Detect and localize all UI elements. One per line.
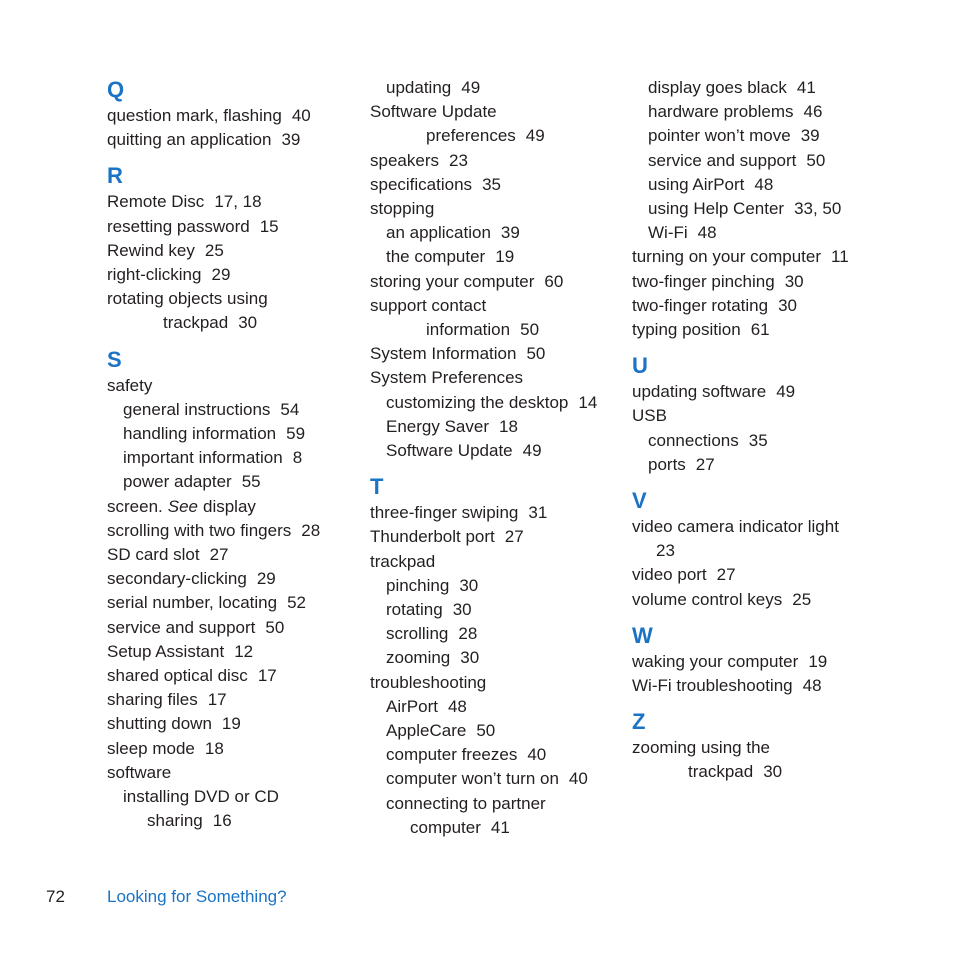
- index-term: Rewind key: [107, 240, 195, 260]
- index-entry: [632, 563, 892, 587]
- index-subentry: [370, 719, 620, 743]
- index-term: question mark, flashing: [107, 106, 282, 125]
- page-reference: 33, 50: [794, 199, 842, 219]
- index-entry-continuation: [107, 311, 357, 335]
- page-reference: 49: [525, 126, 545, 146]
- index-entry: [370, 366, 620, 390]
- index-entry: [107, 128, 357, 152]
- page-reference: 17: [207, 690, 227, 710]
- index-entry: [107, 239, 357, 263]
- page-reference: 30: [238, 313, 258, 333]
- page-reference: 50: [806, 150, 826, 170]
- page-reference: 49: [522, 441, 542, 461]
- page-reference: 48: [697, 223, 717, 243]
- index-subentry: [370, 415, 620, 439]
- index-entry: [370, 100, 620, 124]
- index-term: updating: [386, 78, 452, 97]
- index-subentry: [370, 221, 620, 245]
- section-gap: [107, 152, 357, 162]
- index-term: installing DVD or CD: [123, 787, 279, 807]
- index-term: volume control keys: [632, 589, 783, 609]
- index-entry: [370, 550, 620, 574]
- page-reference: 50: [265, 617, 285, 637]
- index-letter-heading: R: [107, 163, 123, 189]
- page-reference: 18: [204, 738, 224, 758]
- index-entry: [632, 674, 892, 698]
- index-entry: [632, 318, 892, 342]
- index-subentry: [107, 785, 357, 809]
- index-term: using AirPort: [648, 174, 745, 194]
- page-reference: 25: [792, 589, 812, 609]
- index-subentry: [370, 646, 620, 670]
- page-reference: 48: [802, 676, 822, 696]
- page-reference: 35: [482, 174, 501, 194]
- index-term: USB: [632, 406, 667, 426]
- index-term: connecting to partner: [386, 793, 546, 813]
- index-column-2: [370, 76, 620, 840]
- index-term: Setup Assistant: [107, 641, 225, 661]
- index-term: typing position: [632, 320, 741, 340]
- index-entry: [632, 380, 892, 404]
- index-term: information: [426, 320, 511, 340]
- index-term: general instructions: [123, 399, 271, 419]
- index-term: specifications: [370, 174, 473, 194]
- index-subentry: [632, 453, 892, 477]
- page-reference: 48: [754, 174, 774, 194]
- index-subentry: [370, 767, 620, 791]
- page-reference: 16: [212, 811, 232, 831]
- page-reference: 48: [447, 696, 467, 716]
- page-reference: 49: [461, 78, 481, 97]
- page-reference: 29: [211, 265, 231, 285]
- page-reference: 30: [763, 762, 783, 782]
- index-term: AppleCare: [386, 721, 467, 741]
- index-entry: [370, 197, 620, 221]
- index-entry: [370, 149, 620, 173]
- index-term: shared optical disc: [107, 666, 248, 686]
- index-subentry: [632, 197, 892, 221]
- index-term: scrolling: [386, 624, 449, 644]
- page-reference: 61: [750, 320, 770, 340]
- index-letter-heading: V: [632, 488, 647, 514]
- index-subentry: [370, 391, 620, 415]
- page-reference: 40: [527, 745, 547, 765]
- index-term: computer freezes: [386, 745, 518, 765]
- index-term: support contact: [370, 295, 487, 315]
- page-reference: 23: [448, 150, 468, 170]
- index-entry: [107, 737, 357, 761]
- index-term: SD card slot: [107, 545, 200, 565]
- index-entry-continuation: [370, 124, 620, 148]
- index-term: Thunderbolt port: [370, 527, 495, 547]
- index-entry: [632, 650, 892, 674]
- index-entry: [632, 294, 892, 318]
- page-reference: 19: [221, 714, 241, 734]
- page-reference: 41: [796, 78, 816, 97]
- index-letter-heading: Z: [632, 709, 646, 735]
- index-term: sharing: [147, 811, 203, 831]
- index-entry: [370, 294, 620, 318]
- index-term: Software Update: [370, 102, 497, 122]
- page-reference: 30: [452, 600, 472, 620]
- index-term: sharing files: [107, 690, 198, 710]
- index-entry: [632, 736, 892, 760]
- index-letter-heading: U: [632, 353, 648, 379]
- index-term: handling information: [123, 424, 277, 444]
- index-subentry: [370, 695, 620, 719]
- index-term: service and support: [107, 617, 256, 637]
- index-term: Remote Disc: [107, 192, 205, 212]
- index-entry: [107, 215, 357, 239]
- index-entry-continuation: [632, 760, 892, 784]
- index-entry: [370, 501, 620, 525]
- index-subentry: [370, 245, 620, 269]
- index-entry-continuation: [632, 539, 892, 563]
- index-subentry: [632, 100, 892, 124]
- page-reference: 25: [204, 240, 224, 260]
- index-column-3: [632, 76, 892, 785]
- index-subentry: [370, 439, 620, 463]
- page-reference: 30: [784, 271, 804, 291]
- index-entry: [370, 671, 620, 695]
- index-term: hardware problems: [648, 102, 794, 122]
- index-entry: [107, 374, 357, 398]
- page-reference: 8: [292, 448, 303, 468]
- page-number: 72: [46, 887, 65, 906]
- index-entry-continuation: [107, 809, 357, 833]
- index-entry: [370, 525, 620, 549]
- page-reference: 18: [499, 416, 518, 436]
- index-subentry: [632, 173, 892, 197]
- page-reference: 19: [495, 247, 515, 267]
- index-entry: [107, 519, 357, 543]
- index-entry: [632, 404, 892, 428]
- index-term: two-finger pinching: [632, 271, 775, 291]
- index-subentry: [632, 429, 892, 453]
- index-subentry: [632, 149, 892, 173]
- page-reference: 49: [776, 382, 796, 402]
- page-reference: 39: [281, 130, 301, 150]
- index-term: two-finger rotating: [632, 295, 769, 315]
- page-reference: 17, 18: [214, 192, 262, 212]
- index-term: Software Update: [386, 441, 513, 461]
- index-term: power adapter: [123, 472, 232, 492]
- index-entry: [632, 270, 892, 294]
- page-reference: 39: [500, 223, 520, 243]
- page-reference: 41: [490, 817, 510, 837]
- index-entry-continuation: [370, 318, 620, 342]
- page-reference: 17: [257, 666, 277, 686]
- index-term: Wi-Fi troubleshooting: [632, 676, 793, 696]
- index-term: zooming using the: [632, 738, 770, 758]
- page-reference: 50: [526, 344, 546, 364]
- section-gap: [632, 342, 892, 352]
- index-entry: [107, 495, 357, 519]
- index-term: trackpad: [370, 551, 436, 571]
- page-reference: 30: [778, 295, 797, 315]
- index-entry: [107, 567, 357, 591]
- index-term: pointer won’t move: [648, 126, 791, 146]
- page-reference: 23: [656, 541, 675, 561]
- page-reference: 39: [800, 126, 820, 146]
- index-subentry: [370, 76, 620, 100]
- index-term: using Help Center: [648, 199, 785, 219]
- index-entry: [107, 543, 357, 567]
- index-term: safety: [107, 375, 153, 395]
- index-term: secondary-clicking: [107, 569, 247, 589]
- page-reference: 30: [459, 575, 479, 595]
- index-entry: [107, 712, 357, 736]
- index-entry: [107, 640, 357, 664]
- index-letter-heading: S: [107, 346, 122, 372]
- index-subentry: [107, 398, 357, 422]
- page-reference: 27: [504, 527, 524, 547]
- index-entry: [107, 688, 357, 712]
- index-subentry: [370, 792, 620, 816]
- index-subentry: [370, 574, 620, 598]
- page-reference: 15: [259, 216, 279, 236]
- index-term: trackpad: [163, 313, 229, 333]
- page-reference: 50: [520, 320, 540, 340]
- index-term: pinching: [386, 575, 450, 595]
- index-subentry: [107, 422, 357, 446]
- index-entry: [107, 263, 357, 287]
- index-term: video camera indicator light: [632, 517, 839, 537]
- index-subentry: [370, 598, 620, 622]
- index-entry: [107, 664, 357, 688]
- index-term: shutting down: [107, 714, 212, 734]
- page-reference: 40: [568, 769, 588, 789]
- index-term: sleep mode: [107, 738, 195, 758]
- index-term: rotating: [386, 600, 443, 620]
- section-gap: [632, 477, 892, 487]
- section-gap: [632, 698, 892, 708]
- index-term: connections: [648, 430, 739, 450]
- page-reference: 12: [234, 641, 254, 661]
- index-term: resetting password: [107, 216, 250, 236]
- page-reference: 50: [476, 721, 496, 741]
- page-reference: 55: [241, 472, 261, 492]
- page-reference: 54: [280, 399, 300, 419]
- running-footer-title: Looking for Something?: [107, 887, 287, 906]
- index-letter-heading: Q: [107, 77, 125, 102]
- index-term: important information: [123, 448, 283, 468]
- index-subentry: [370, 622, 620, 646]
- index-term: ports: [648, 454, 686, 474]
- index-subentry: [632, 221, 892, 245]
- section-gap: [632, 612, 892, 622]
- index-term: right-clicking: [107, 265, 202, 285]
- index-entry: [107, 190, 357, 214]
- index-entry-continuation: [370, 816, 620, 840]
- index-term: video port: [632, 565, 707, 585]
- page-reference: 31: [528, 503, 548, 523]
- index-subentry: [107, 446, 357, 470]
- index-entry: [107, 287, 357, 311]
- index-term: scrolling with two fingers: [107, 520, 292, 540]
- index-term: Wi-Fi: [648, 223, 688, 243]
- index-term: AirPort: [386, 696, 438, 716]
- index-term: waking your computer: [632, 651, 799, 671]
- index-entry: [632, 245, 892, 269]
- index-term: the computer: [386, 247, 486, 267]
- section-gap: [370, 463, 620, 473]
- page-reference: 60: [544, 271, 564, 291]
- index-term: Energy Saver: [386, 416, 489, 436]
- index-term: troubleshooting: [370, 672, 487, 692]
- page-reference: 11: [831, 247, 849, 267]
- index-term: serial number, locating: [107, 593, 278, 613]
- index-column-1: [107, 76, 357, 833]
- page-reference: 28: [301, 520, 321, 540]
- index-entry: [107, 616, 357, 640]
- index-term: stopping: [370, 199, 435, 219]
- index-entry: [370, 173, 620, 197]
- section-gap: [107, 336, 357, 346]
- index-term: screen.: [107, 496, 163, 516]
- page-reference: 27: [716, 565, 736, 585]
- index-term: software: [107, 762, 172, 782]
- index-term: turning on your computer: [632, 247, 821, 267]
- index-term: customizing the desktop: [386, 392, 569, 412]
- index-term: zooming: [386, 648, 451, 668]
- index-term: updating software: [632, 382, 767, 402]
- index-term: System Preferences: [370, 368, 524, 388]
- page-reference: 14: [578, 392, 598, 412]
- index-term: three-finger swiping: [370, 503, 519, 523]
- index-term: speakers: [370, 150, 439, 170]
- see-reference-target: display: [203, 496, 256, 516]
- index-entry: [107, 761, 357, 785]
- index-letter-heading: T: [370, 474, 384, 500]
- index-term: preferences: [426, 126, 516, 146]
- index-term: trackpad: [688, 762, 754, 782]
- index-term: quitting an application: [107, 130, 272, 150]
- index-term: System Information: [370, 344, 517, 364]
- index-subentry: [107, 470, 357, 494]
- index-entry: [370, 270, 620, 294]
- index-entry: [107, 104, 357, 128]
- page-reference: 27: [695, 454, 715, 474]
- page-reference: 52: [287, 593, 307, 613]
- page-reference: 27: [209, 545, 229, 565]
- index-term: an application: [386, 223, 491, 243]
- index-entry: [107, 591, 357, 615]
- page-reference: 30: [460, 648, 480, 668]
- index-term: display goes black: [648, 78, 787, 97]
- index-subentry: [632, 76, 892, 100]
- page-reference: 29: [256, 569, 276, 589]
- index-subentry: [370, 743, 620, 767]
- see-reference-word: See: [167, 496, 198, 516]
- index-term: service and support: [648, 150, 797, 170]
- index-term: computer won’t turn on: [386, 769, 559, 789]
- page-reference: 19: [808, 651, 828, 671]
- page-reference: 28: [458, 624, 478, 644]
- index-subentry: [632, 124, 892, 148]
- page-reference: 35: [748, 430, 768, 450]
- page-reference: 40: [291, 106, 311, 125]
- index-term: computer: [410, 817, 481, 837]
- index-entry: [632, 588, 892, 612]
- index-term: rotating objects using: [107, 289, 268, 309]
- index-letter-heading: W: [632, 622, 653, 648]
- index-term: storing your computer: [370, 271, 535, 291]
- index-entry: [370, 342, 620, 366]
- index-entry: [632, 515, 892, 539]
- page-reference: 59: [286, 424, 306, 444]
- page-reference: 46: [803, 102, 823, 122]
